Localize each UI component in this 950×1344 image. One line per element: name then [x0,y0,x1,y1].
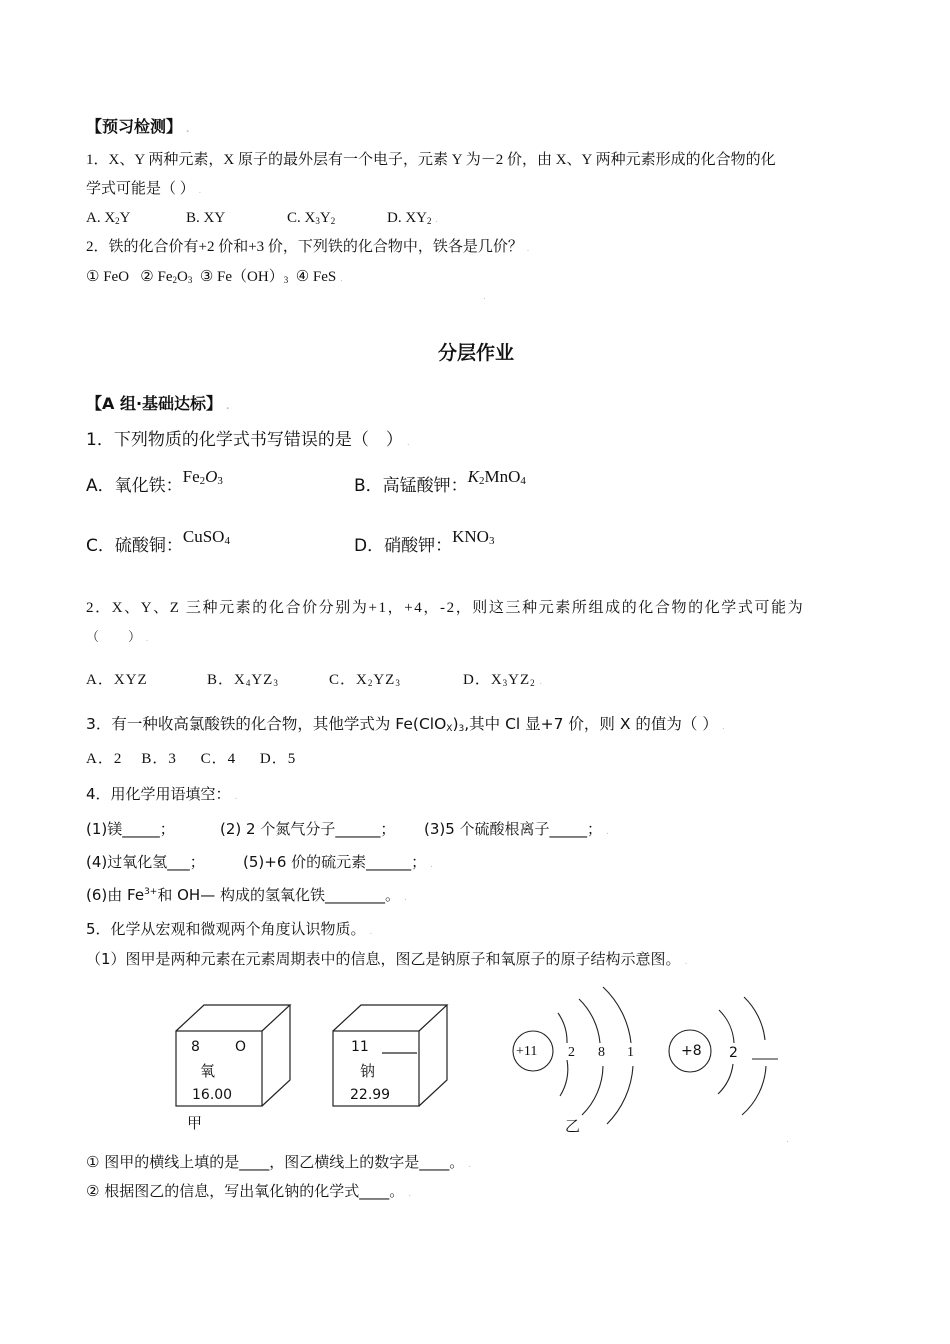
hw-q1-option-c [86,527,230,558]
hw-q1-option-a [86,467,223,498]
preview-q1-line2: 学式可能是（ ） . [86,181,202,197]
hw-q2-option-b [207,670,279,690]
hw-q4-item-3: (3)5 个硫酸根离子_____； . [424,820,609,838]
option-rest: Y [319,210,331,226]
option-label: C．硫酸铜： [86,536,183,556]
item-part: O [176,269,188,285]
subscript: 2 [199,475,206,487]
option-rest: Y [119,210,131,226]
hw-q5-question-a-text: ① 图甲的横线上填的是____，图乙横线上的数字是____。 [86,1153,465,1171]
stem-part: ) [452,715,459,733]
subscript: 2 [115,216,120,226]
option-label: B. XY [186,210,226,226]
formula-part: MnO [484,467,521,486]
hw-q2-option-a: A．XYZ [86,672,148,688]
stem-part: ,其中 Cl 显+7 价，则 X 的值为（ ） [464,715,718,733]
subscript: 2 [530,678,536,688]
subscript: 3 [217,475,223,487]
subscript: 3 [395,678,401,688]
group-a-heading-text: 【A 组·基础达标】 [86,394,223,413]
subscript: 3 [458,724,465,734]
superscript: 3+ [144,887,158,897]
subscript: 3 [283,275,289,285]
option-d: D．5 [259,751,297,767]
hw-q2-option-c [329,670,401,690]
oxygen-atomic-number: 8 [191,1039,200,1055]
hw-q2-line1: 2．X、Y、Z 三种元素的化合价分别为+1，+4，-2，则这三种元素所组成的化合物的化学式可能为 [86,600,805,616]
hw-q3-options [86,749,296,769]
preview-q1-line1: 1．X、Y 两种元素，X 原子的最外层有一个电子，元素 Y 为－2 价，由 X、Y 两种元素形成的化合物的化 [86,152,776,168]
formula-k2mno4 [468,467,526,486]
item-part: (6)由 Fe [86,886,145,904]
sodium-nucleus-charge: +11 [516,1044,538,1059]
preview-q1-option-d: D. $XY_2$ . [387,210,438,226]
hw-q4-item-6: (6)由 $Fe^{3+}$和 OH— 构成的氢氧化铁________。 . [86,886,407,904]
sodium-atomic-mass: 22.99 [350,1087,391,1103]
hw-q4-item-5: (5)+6 价的硫元素______； . [243,853,434,871]
subscript: X [446,724,453,734]
section-title: 分层作业 [438,342,515,364]
hw-q5-question-a: ① 图甲的横线上填的是____，图乙横线上的数字是____。 . [86,1153,472,1171]
item-fes: ④ FeS [295,269,337,285]
oxygen-name: 氧 [200,1062,216,1080]
hw-q5-stem: 5．化学从宏观和微观两个角度认识物质。 . [86,920,373,938]
option-label: B．高锰酸钾： [354,476,468,496]
hw-q2-line2-text: （ ） [86,629,143,644]
option-label: D．硝酸钾： [354,536,453,556]
formula-part: K [467,467,480,486]
option-a: A．2 [86,751,123,767]
option-b: B．3 [141,751,177,767]
item-fe2o3: ② Fe [140,269,173,285]
hw-q5-sub1: （1）图甲是两种元素在元素周期表中的信息，图乙是钠原子和氧原子的原子结构示意图。 . [86,950,688,968]
option-c: C．4 [200,751,237,767]
item-feo: ① FeO [86,269,130,285]
formula-fe2o3 [183,467,223,486]
preview-q2-text: 2．铁的化合价有+2 价和+3 价，下列铁的化合物中，铁各是几价？ [86,239,523,255]
hw-q4-stem-text: 4．用化学用语填空： [86,785,231,803]
subscript: 2 [427,216,432,226]
formula-kno3 [452,527,494,546]
hw-q1-stem: 1．下列物质的化学式书写错误的是（ ） . [86,430,410,450]
option-label: C．X [329,672,368,688]
stem-part: 3．有一种收高氯酸铁的化合物，其他学式为 Fe(ClO [86,715,447,733]
hw-q5-stem-text: 5．化学从宏观和微观两个角度认识物质。 [86,920,366,938]
subscript: 3 [502,678,509,688]
hw-q2-line2: （ ） . [86,629,150,644]
stray-mark: . [786,1135,789,1145]
sodium-shell-3: 1 [627,1045,634,1060]
subscript: 2 [330,216,336,226]
option-part: YZ [508,672,531,688]
hw-q5-question-b-text: ② 根据图乙的信息，写出氧化钠的化学式____。 [86,1182,405,1200]
oxygen-symbol: O [235,1039,247,1055]
option-label: B．X [207,672,246,688]
hw-q1-option-b [354,467,526,498]
formula-cuso4 [183,527,230,546]
oxygen-atomic-mass: 16.00 [192,1087,233,1103]
subscript: 4 [520,475,526,487]
option-label: A. X [86,210,116,226]
oxygen-nucleus-charge: +8 [681,1043,702,1059]
subscript: 4 [245,678,252,688]
preview-q2-items: ① FeO ② $Fe_2O_3$ ③ $Fe(OH)_3$ ④ FeS . [86,269,343,285]
hw-q3-stem: 3．有一种收高氯酸铁的化合物，其他学式为 $Fe(ClO_X)_3$,其中 Cl 显+7 价，则 X 的值为（ ） . [86,715,725,734]
hw-q4-stem: 4．用化学用语填空： . [86,785,238,803]
option-part: YZ [251,672,274,688]
stray-mark: . [483,292,486,302]
preview-q1-option-a [86,208,131,228]
subscript: 2 [367,678,374,688]
sodium-shell-1: 2 [568,1045,575,1060]
preview-q1-line2-text: 学式可能是（ ） [86,181,195,197]
subscript: 2 [172,275,177,285]
option-label: D．X [463,672,503,688]
formula-part: KNO [452,527,489,546]
hw-q4-item-4: (4)过氧化氢___； [86,853,205,871]
item-part: 和 OH— 构成的氢氧化铁________。 [157,886,400,904]
oxygen-shell-1: 2 [729,1045,738,1061]
sodium-atomic-number: 11 [351,1039,369,1055]
hw-q1-option-d [354,527,495,558]
option-label: D. XY [387,210,427,226]
subscript: 3 [488,535,495,547]
preview-q2-line1: 2．铁的化合价有+2 价和+3 价，下列铁的化合物中，铁各是几价？ . [86,239,530,255]
hw-q1-stem-text: 1．下列物质的化学式书写错误的是（ ） [86,430,403,450]
preview-heading-text: 【预习检测】 [86,117,183,136]
option-label: A．氧化铁： [86,476,183,496]
hw-q4-item-3-text: (3)5 个硫酸根离子_____； [424,820,603,838]
sodium-name: 钠 [360,1062,376,1080]
hw-q4-item-2: (2) 2 个氮气分子______； [220,820,396,838]
preview-heading: 【预习检测】 . [86,117,190,136]
formula-part: Fe [182,467,200,486]
option-label: C. X [287,210,316,226]
subscript: 3 [187,275,193,285]
hw-q4-item-1: (1)镁_____； [86,820,175,838]
option-part: YZ [373,672,396,688]
subscript: 4 [224,535,230,547]
hw-q5-question-b: ② 根据图乙的信息，写出氧化钠的化学式____。 . [86,1182,412,1200]
preview-q1-option-b [186,208,225,228]
label-yi: 乙 [565,1117,581,1135]
subscript: 2 [479,475,485,487]
subscript: 3 [273,678,279,688]
item-feoh3: ③ Fe（OH） [199,269,284,285]
formula-part: O [205,467,218,486]
group-a-heading: 【A 组·基础达标】 . [86,394,230,413]
hw-q5-sub1-text: （1）图甲是两种元素在元素周期表中的信息，图乙是钠原子和氧原子的原子结构示意图。 [86,950,681,968]
preview-q1-option-c [287,208,335,228]
subscript: 3 [315,216,320,226]
hw-q4-item-5-text: (5)+6 价的硫元素______； [243,853,427,871]
sodium-shell-2: 8 [598,1045,605,1060]
hw-q2-option-d: D．$X_3YZ_2$ . [463,672,543,688]
formula-part: CuSO [182,527,225,546]
label-jia: 甲 [187,1114,203,1132]
